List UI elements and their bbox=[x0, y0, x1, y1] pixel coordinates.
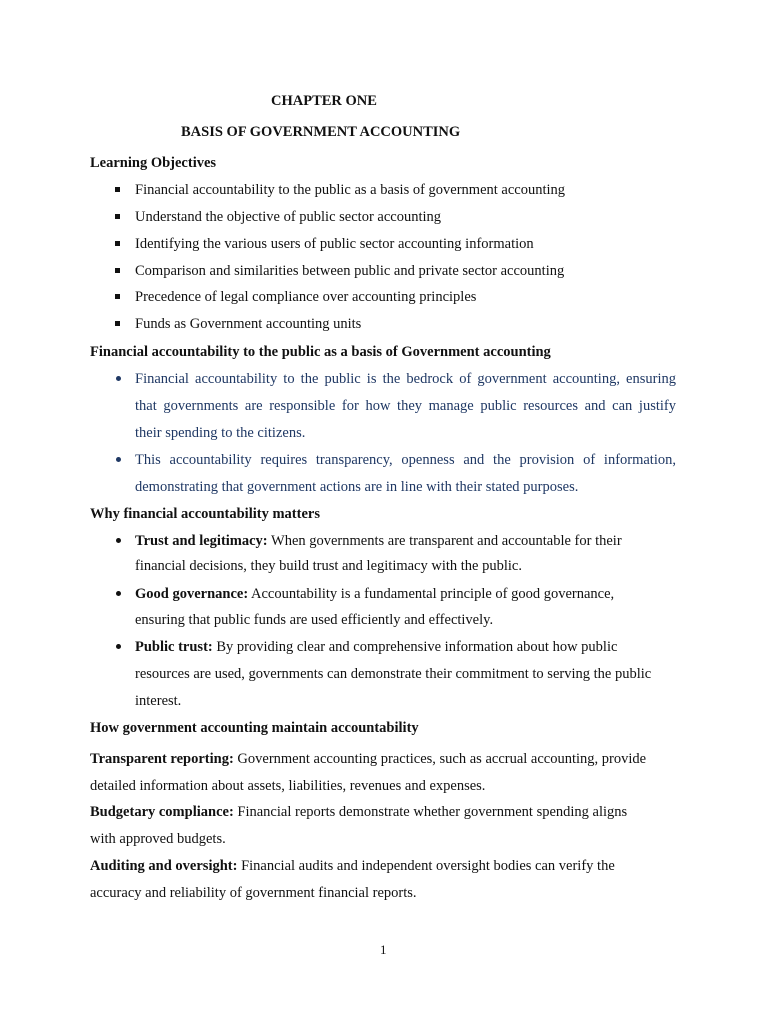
square-bullet-icon bbox=[115, 294, 120, 299]
list-item: Understand the objective of public sector accounting bbox=[135, 209, 442, 225]
paragraph-line: with approved budgets. bbox=[90, 831, 226, 847]
paragraph-line: ensuring that public funds are used efficiently and effectively. bbox=[135, 612, 494, 628]
square-bullet-icon bbox=[115, 321, 120, 326]
square-bullet-icon bbox=[115, 214, 120, 219]
list-item: Funds as Government accounting units bbox=[135, 316, 362, 332]
square-bullet-icon bbox=[115, 187, 120, 192]
bullet-dot-icon bbox=[116, 644, 121, 649]
paragraph-line: interest. bbox=[135, 693, 182, 709]
paragraph-line: their spending to the citizens. bbox=[135, 425, 306, 441]
chapter-label: CHAPTER ONE bbox=[271, 93, 377, 109]
square-bullet-icon bbox=[115, 241, 120, 246]
paragraph-line: Transparent reporting: Government accounting practices, such as accrual accounting, provide bbox=[90, 751, 647, 767]
list-item: Public trust: By providing clear and comprehensive information about how public bbox=[135, 639, 618, 655]
bullet-dot-icon bbox=[116, 457, 121, 462]
chapter-title: BASIS OF GOVERNMENT ACCOUNTING bbox=[181, 124, 461, 140]
list-item: Comparison and similarities between public and private sector accounting bbox=[135, 263, 565, 279]
bullet-dot-icon bbox=[116, 376, 121, 381]
bullet-dot-icon bbox=[116, 538, 121, 543]
paragraph-line: This accountability requires transparency, openness and the provision of information, bbox=[135, 452, 676, 468]
square-bullet-icon bbox=[115, 268, 120, 273]
page-number: 1 bbox=[380, 942, 387, 957]
list-item: Trust and legitimacy: When governments are transparent and accountable for their bbox=[135, 533, 622, 549]
list-item: Financial accountability to the public as a basis of government accounting bbox=[135, 182, 566, 198]
paragraph-line: resources are used, governments can demonstrate their commitment to serving the public bbox=[135, 666, 652, 682]
objectives-heading: Learning Objectives bbox=[90, 155, 217, 171]
paragraph-line: that governments are responsible for how they manage public resources and can justify bbox=[135, 398, 676, 414]
section1-heading: Financial accountability to the public as a basis of Government accounting bbox=[90, 344, 551, 360]
bullet-dot-icon bbox=[116, 591, 121, 596]
list-item: Good governance: Accountability is a fundamental principle of good governance, bbox=[135, 586, 615, 602]
paragraph-line: Auditing and oversight: Financial audits and independent oversight bodies can verify the bbox=[90, 858, 615, 874]
paragraph-line: demonstrating that government actions are in line with their stated purposes. bbox=[135, 479, 579, 495]
section2-heading: Why financial accountability matters bbox=[90, 506, 320, 522]
section3-heading: How government accounting maintain accountability bbox=[90, 720, 419, 736]
paragraph-line: detailed information about assets, liabilities, revenues and expenses. bbox=[90, 778, 486, 794]
paragraph-line: Financial accountability to the public is the bedrock of government accounting, ensuring bbox=[135, 371, 676, 387]
paragraph-line: Budgetary compliance: Financial reports demonstrate whether government spending aligns bbox=[90, 804, 628, 820]
list-item: Precedence of legal compliance over accounting principles bbox=[135, 289, 477, 305]
paragraph-line: accuracy and reliability of government financial reports. bbox=[90, 885, 417, 901]
list-item: Identifying the various users of public sector accounting information bbox=[135, 236, 534, 252]
paragraph-line: financial decisions, they build trust and legitimacy with the public. bbox=[135, 558, 522, 574]
